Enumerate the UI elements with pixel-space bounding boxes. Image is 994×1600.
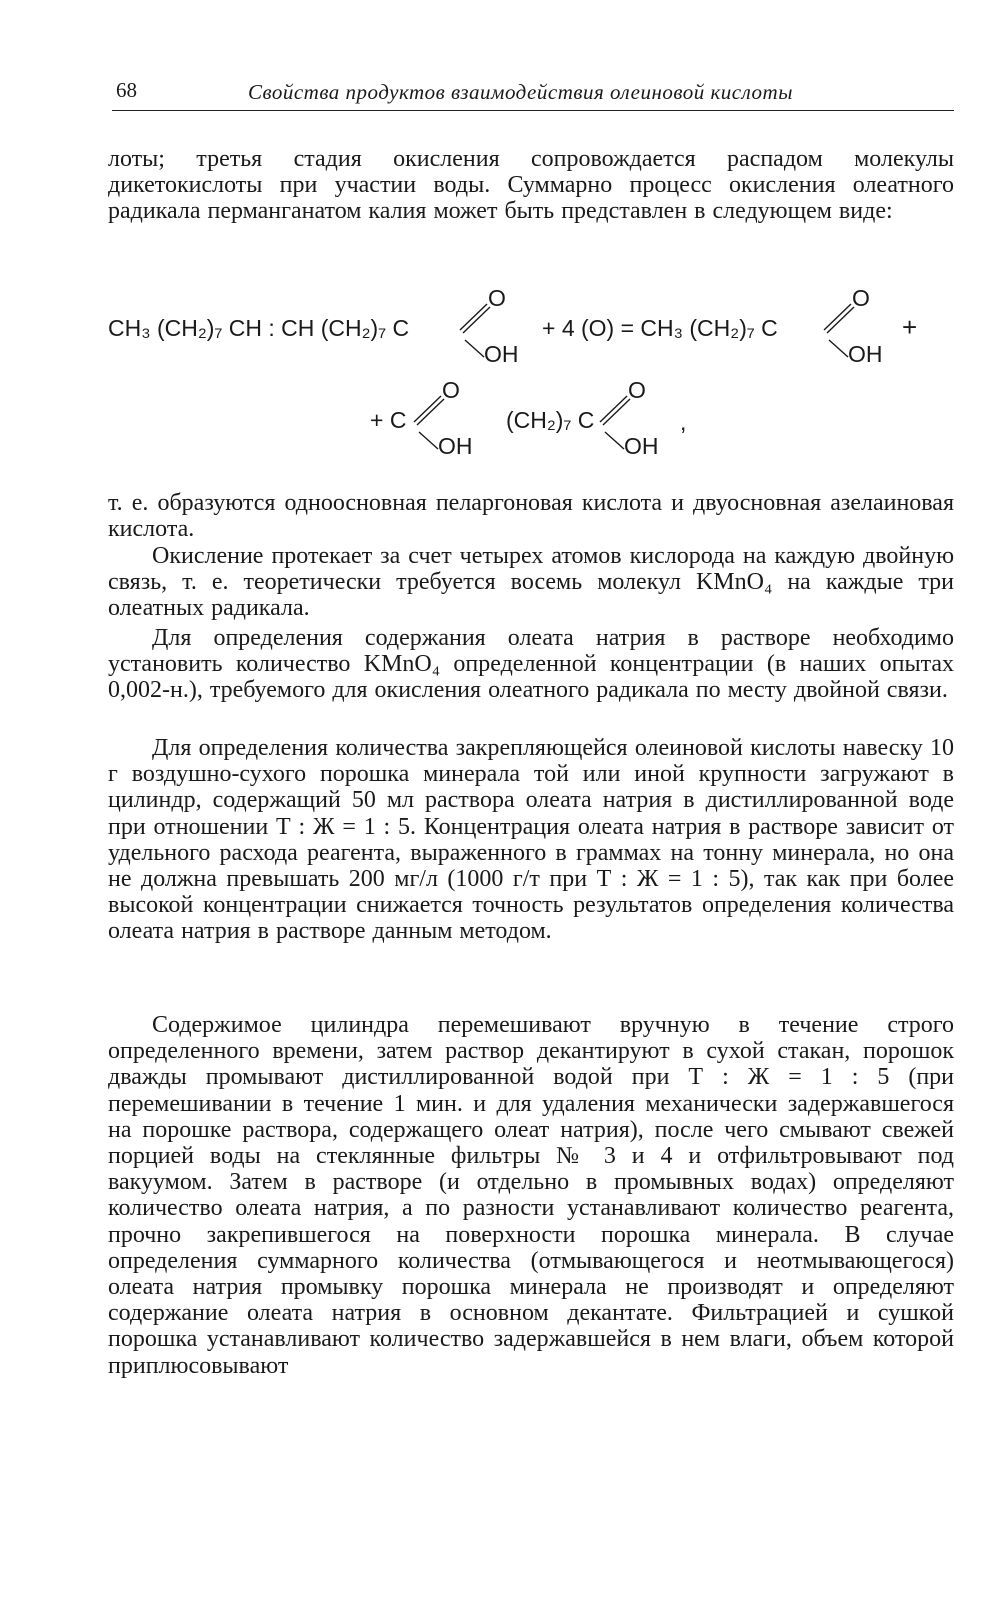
formula-oxygen-2: O <box>852 285 870 311</box>
single-bond-stroke <box>829 340 848 357</box>
single-bond-stroke <box>605 432 624 449</box>
formula-hydroxyl-1: OH <box>484 341 519 367</box>
paragraph-1: лоты; третья стадия окисления сопровождается распадом молекулы дикетокислоты при участии воды. Суммарно процесс окисления олеатного радикала перманганатом калия может быть представлен в следующем виде: <box>108 146 954 225</box>
double-bond-stroke <box>460 304 487 330</box>
single-bond-stroke <box>465 340 484 357</box>
formula-oxygen-3: O <box>442 377 460 403</box>
paragraph-6: Содержимое цилиндра перемешивают вручную в течение строго определенного времени, затем раствор декантируют в сухой стакан, порошок дважды промывают дистиллированной водой при Т : Ж = 1 : 5 (при перемешивании в течение 1 мин. и для удаления механически задержавшегося на порошке раствора, содержащего олеат натрия), после чего смывают свежей порцией воды на стеклянные фильтры № 3 и 4 и отфильтровывают под вакуумом. Затем в растворе (и отдельно в промывных водах) определяют количество олеата натрия, а по разности устанавливают количество реагента, прочно закрепившегося на поверхности порошка минерала. В случае определения суммарного количества (отмывающегося и неотмывающегося) олеата натрия промывку порошка минерала не производят и определяют содержание олеата натрия в основном декантате. Фильтрацией и сушкой порошка устанавливают количество задержавшейся в нем влаги, объем которой приплюсовывают <box>108 1012 954 1379</box>
paragraph-3: Окисление протекает за счет четырех атомов кислорода на каждую двойную связь, т. е. теоретически требуется восемь молекул KMnO₄ на каждые три олеатных радикала. <box>108 543 954 622</box>
double-bond-stroke <box>463 307 490 333</box>
double-bond-stroke <box>414 396 441 422</box>
formula-svg <box>108 278 954 478</box>
double-bond-stroke <box>827 307 854 333</box>
formula-oxygen-4: O <box>628 377 646 403</box>
running-title: Свойства продуктов взаимодействия олеиновой кислоты <box>248 80 793 104</box>
double-bond-stroke <box>417 399 444 425</box>
double-bond-stroke <box>603 399 630 425</box>
formula-plus: + <box>902 312 918 342</box>
paragraph-4: Для определения содержания олеата натрия в растворе необходимо установить количество KMnO₄ определенной концентрации (в наших опытах 0,002-н.), требуемого для окисления олеатного радикала по месту двойной связи. <box>108 625 954 704</box>
formula-hydroxyl-2: OH <box>848 341 883 367</box>
formula-hydroxyl-3: OH <box>438 433 473 459</box>
paragraph-2: т. е. образуются одноосновная пеларгоновая кислота и двуосновная азелаиновая кислота. <box>108 490 954 543</box>
page-header <box>112 76 954 111</box>
page-number: 68 <box>116 78 137 102</box>
formula-product-1: + 4 (O) = CH₃ (CH₂)₇ C <box>542 315 778 341</box>
formula-oxygen-1: O <box>488 285 506 311</box>
double-bond-stroke <box>600 396 627 422</box>
double-bond-stroke <box>824 304 851 330</box>
formula-chain: (CH₂)₇ C <box>506 407 595 433</box>
single-bond-stroke <box>419 432 438 449</box>
formula-comma: , <box>680 409 687 435</box>
oxidation-reaction-formula <box>108 278 954 478</box>
paragraph-5: Для определения количества закрепляющейся олеиновой кислоты навеску 10 г воздушно-сухого порошка минерала той или иной крупности загружают в цилиндр, содержащий 50 мл раствора олеата натрия в дистиллированной воде при отношении Т : Ж = 1 : 5. Концентрация олеата натрия в растворе зависит от удельного расхода реагента, выраженного в граммах на тонну минерала, но она не должна превышать 200 мг/л (1000 г/т при Т : Ж = 1 : 5), так как при более высокой концентрации снижается точность результатов определения количества олеата натрия в растворе данным методом. <box>108 735 954 945</box>
formula-reactant: CH₃ (CH₂)₇ CH : CH (CH₂)₇ C <box>108 315 410 341</box>
formula-line2-start: + C <box>370 407 407 433</box>
formula-hydroxyl-4: OH <box>624 433 659 459</box>
